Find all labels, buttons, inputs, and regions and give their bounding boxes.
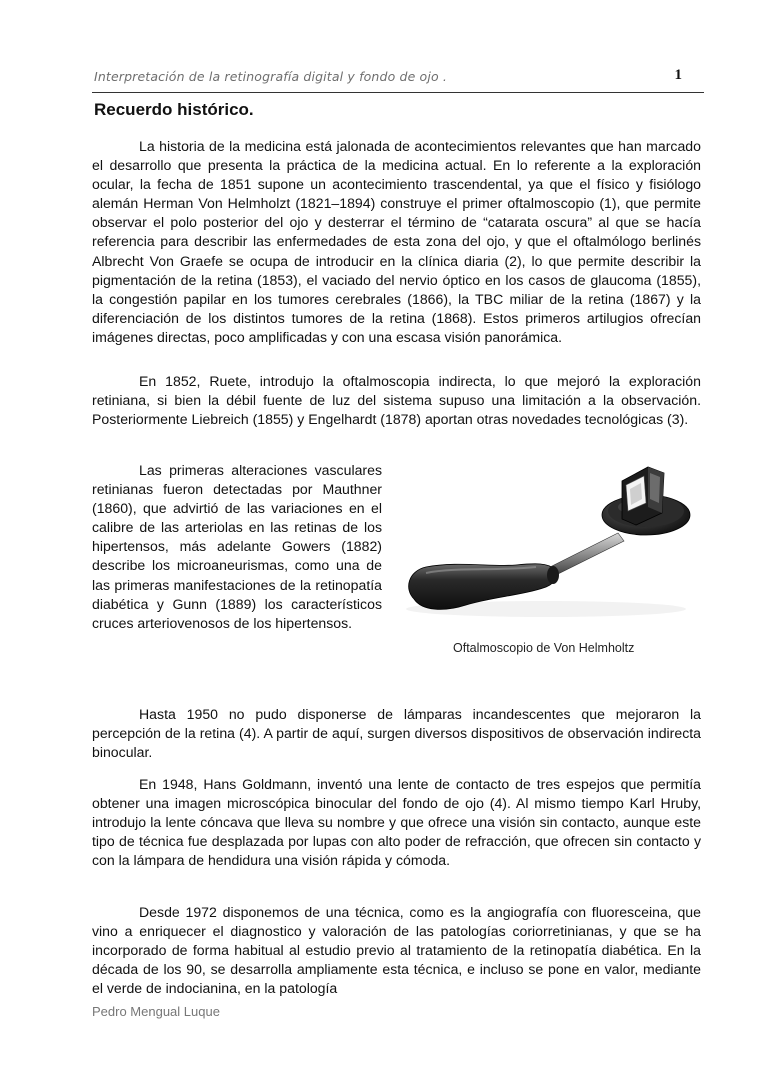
- page-number: 1: [674, 67, 682, 83]
- paragraph-goldmann: En 1948, Hans Goldmann, inventó una lente de contacto de tres espejos que permitía obtener una imagen microscópica binocular del fondo de ojo (4). Al mismo tiempo Karl Hruby, introdujo la lente cóncava que lleva su nombre y que ofrece una visión sin contacto, aunque este tipo de técnica fue desplazada por lupas con alto poder de refracción, que ofrecen sin contacto y con la lámpara de hendidura una visión rápida y cómoda.: [92, 776, 701, 869]
- paragraph-ruete: En 1852, Ruete, introdujo la oftalmoscopia indirecta, lo que mejoró la exploración retiniana, si bien la débil fuente de luz del sistema supuso una limitación a la observación. Posteriormente Liebreich (1855) y Engelhardt (1878) aportan otras novedades tecnológicas (3).: [92, 373, 701, 428]
- paragraph-incandescent-lamps: Hasta 1950 no pudo disponerse de lámparas incandescentes que mejoraron la percepción de la retina (4). A partir de aquí, surgen diversos dispositivos de observación indirecta binocular.: [92, 706, 701, 761]
- paragraph-angiography: Desde 1972 disponemos de una técnica, como es la angiografía con fluoresceina, que vino a enriquecer el diagnostico y valoración de las patologías coriorretinianas, y que se ha incorporado de forma habitual al estudio previo al tratamiento de la retinopatía diabética. En la década de los 90, se desarrolla ampliamente esta técnica, e incluso se pone en valor, mediante el verde de indocianina, en la patología: [92, 904, 701, 997]
- ophthalmoscope-figure: [396, 459, 708, 624]
- paragraph-history-intro: La historia de la medicina está jalonada de acontecimientos relevantes que han marcado el desarrollo que presenta la práctica de la medicina actual. En lo referente a la exploración ocular, la fecha de 1851 supone un acontecimiento trascendental, ya que el físico y fisiólogo alemán Herman Von Helmholzt (1821–1894) construye el primer oftalmoscopio (1), que permite observar el polo posterior del ojo y desterrar el término de “catarata oscura” al que se hacía referencia para describir las enfermedades de esta zona del ojo, y que el oftalmólogo berlinés Albrecht Von Graefe se ocupa de introducir en la clínica diaria (2), lo que permite describir la pigmentación de la retina (1853), el vaciado del nervio óptico en los casos de glaucoma (1855), la congestión papilar en los tumores cerebrales (1866), la TBC miliar de la retina (1867) y la diferenciación de los distintos tumores de la retina (1868). Estos primeros artilugios ofrecían imágenes directas, poco amplificadas y con una escasa visión panorámica.: [92, 138, 701, 345]
- section-title: Recuerdo histórico.: [94, 100, 254, 119]
- figure-caption: Oftalmoscopio de Von Helmholtz: [453, 641, 635, 655]
- ophthalmoscope-image: [396, 459, 708, 624]
- header-divider: [92, 92, 704, 93]
- paragraph-vascular-alterations: Las primeras alteraciones vasculares retinianas fueron detectadas por Mauthner (1860), que advirtió de las variaciones en el calibre de las arteriolas en las retinas de los hipertensos, más adelante Gowers (1882) describe los microaneurismas, como una de las primeras manifestaciones de la retinopatía diabética y Gunn (1889) los característicos cruces arteriovenosos de los hipertensos.: [92, 462, 382, 631]
- page-header: [92, 67, 684, 87]
- footer-author: Pedro Mengual Luque: [92, 1004, 220, 1019]
- header-title: Interpretación de la retinografía digital y fondo de ojo .: [94, 69, 448, 84]
